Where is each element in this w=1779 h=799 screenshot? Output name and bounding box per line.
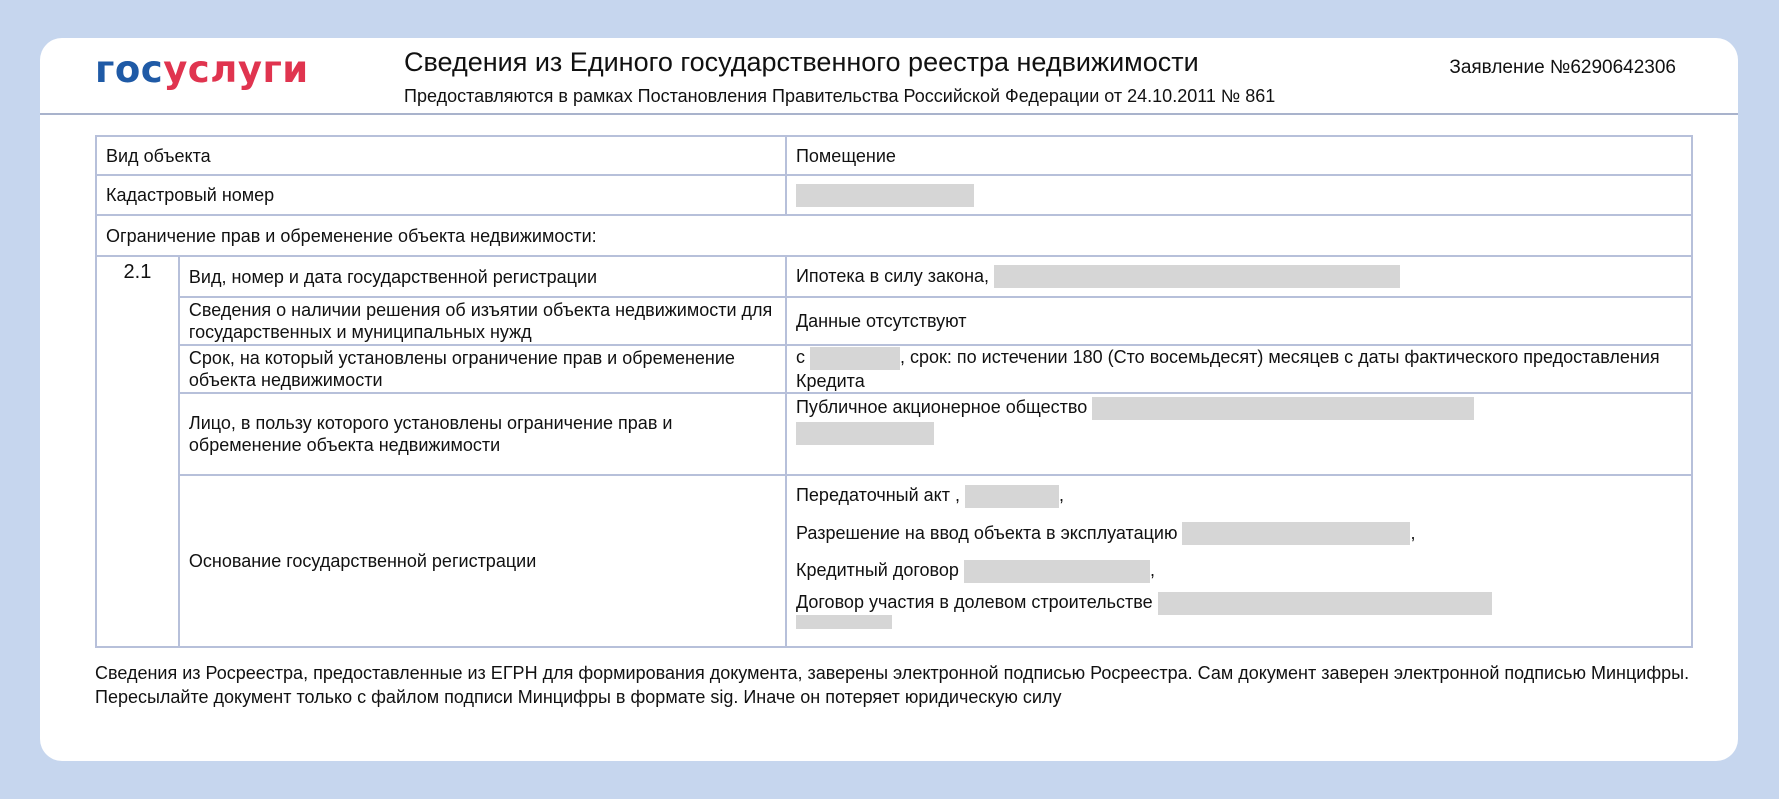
redacted-shared-construction [1158, 592, 1492, 615]
basis-value [786, 475, 1692, 647]
document-subtitle: Предоставляются в рамках Постановления Правительства Российской Федерации от 24.10.2011 № 861 [404, 86, 1276, 106]
table-row-term [96, 345, 1692, 393]
egrn-table [95, 135, 1693, 648]
logo-part-gos: гос [95, 48, 164, 91]
basis-item-text: Кредитный договор [795, 560, 959, 581]
seizure-value: Данные отсутствуют [786, 297, 1692, 345]
redacted-shared-construction-cont [796, 615, 892, 629]
redacted-commissioning-permit [1182, 522, 1410, 545]
basis-item-commissioning-permit [796, 522, 1682, 546]
signature-note: Сведения из Росреестра, предоставленные из ЕГРН для формирования документа, заверены электронной подписью Росреестра. Сам документ заверен электронной подписью Минцифры. Пересылайте документ только с файлом подписи Минцифры в формате sig. Иначе он потеряет юридическую силу [95, 663, 1690, 707]
document-header [40, 38, 1738, 115]
redacted-beneficiary-name [1092, 397, 1474, 420]
term-value-suffix: , срок: по истечении 180 (Сто восемьдесят) месяцев с даты фактического предоставления Кредита [795, 347, 1660, 391]
redacted-transfer-act [965, 485, 1059, 508]
object-type-label: Вид объекта [96, 136, 786, 175]
object-type-value: Помещение [786, 136, 1692, 175]
table-row-beneficiary [96, 393, 1692, 475]
document-card [40, 38, 1738, 761]
basis-item-text: Договор участия в долевом строительстве [795, 592, 1153, 612]
table-row-section-title [96, 215, 1692, 256]
logo-part-uslugi: услуги [163, 48, 309, 91]
redacted-term-date [810, 347, 900, 370]
term-label: Срок, на который установлены ограничение прав и обременение объекта недвижимости [179, 345, 786, 393]
basis-label: Основание государственной регистрации [179, 475, 786, 647]
beneficiary-value-text: Публичное акционерное общество [795, 396, 1088, 417]
registration-value [786, 256, 1692, 297]
basis-item-credit-agreement [796, 559, 1682, 583]
basis-item-shared-construction [796, 591, 1682, 615]
table-row-basis [96, 475, 1692, 647]
table-row-seizure [96, 297, 1692, 345]
gosuslugi-logo[interactable] [95, 48, 309, 92]
encumbrance-section-title: Ограничение прав и обременение объекта недвижимости: [96, 215, 1692, 256]
redacted-registration-number [994, 265, 1400, 288]
basis-item-suffix: , [1059, 484, 1065, 505]
table-row-cadastral-number [96, 175, 1692, 215]
seizure-label: Сведения о наличии решения об изъятии объекта недвижимости для государственных и муниципальных нужд [179, 297, 786, 345]
redacted-credit-agreement [964, 560, 1150, 583]
basis-item-transfer-act [796, 484, 1682, 508]
term-value-prefix: с [795, 347, 805, 367]
table-row-registration [96, 256, 1692, 297]
registration-label: Вид, номер и дата государственной регистрации [179, 256, 786, 297]
encumbrance-number: 2.1 [96, 256, 179, 647]
basis-item-suffix: , [1149, 560, 1155, 581]
application-number: Заявление №6290642306 [1449, 57, 1676, 78]
registration-value-text: Ипотека в силу закона, [795, 265, 990, 286]
table-row-object-type [96, 136, 1692, 175]
cadastral-number-label: Кадастровый номер [96, 175, 786, 215]
redacted-cadastral-number [796, 184, 974, 207]
term-value [786, 345, 1692, 393]
basis-item-suffix: , [1410, 522, 1416, 543]
basis-item-text: Передаточный акт , [795, 484, 960, 505]
document-title: Сведения из Единого государственного реестра недвижимости [404, 47, 1199, 77]
beneficiary-label: Лицо, в пользу которого установлены ограничение прав и обременение объекта недвижимости [179, 393, 786, 475]
beneficiary-value [786, 393, 1692, 475]
basis-item-text: Разрешение на ввод объекта в эксплуатацию [795, 522, 1178, 543]
redacted-beneficiary-name-cont [796, 422, 934, 445]
cadastral-number-value [786, 175, 1692, 215]
